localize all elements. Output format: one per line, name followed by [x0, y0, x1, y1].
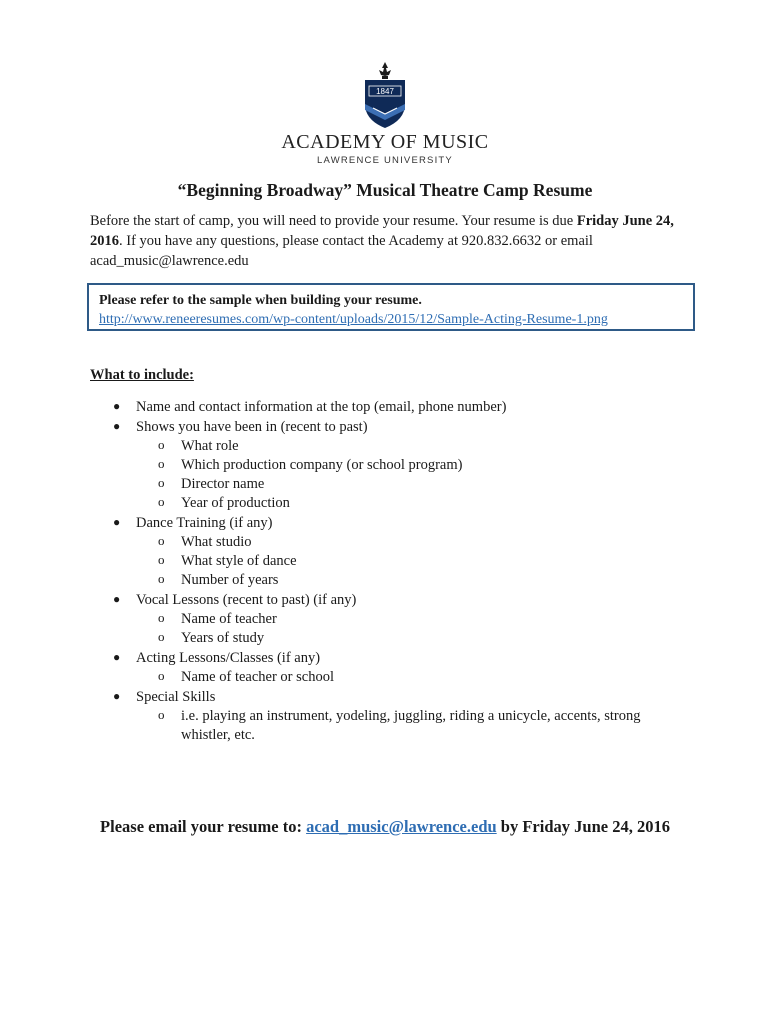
shield-crest-icon: [355, 60, 415, 130]
svg-text:1847: 1847: [376, 87, 394, 96]
sub-list-item: Number of years: [181, 572, 279, 588]
sub-bullet-icon: o: [158, 475, 165, 490]
bullet-icon: ●: [113, 515, 121, 529]
list-item: Shows you have been in (recent to past): [136, 419, 368, 435]
list-item: Dance Training (if any): [136, 515, 273, 531]
list-item: Special Skills: [136, 689, 216, 705]
academy-name: ACADEMY OF MUSIC: [281, 131, 489, 153]
sub-list-item: What style of dance: [181, 553, 297, 569]
academy-logo: [0, 60, 770, 166]
list-item: Vocal Lessons (recent to past) (if any): [136, 592, 357, 608]
list-item: Name and contact information at the top (email, phone number): [136, 399, 507, 415]
sub-list-item: What studio: [181, 534, 252, 550]
sub-list-item: i.e. playing an instrument, yodeling, juggling, riding a unicycle, accents, strong: [181, 708, 641, 724]
sub-bullet-icon: o: [158, 629, 165, 644]
page-title: “Beginning Broadway” Musical Theatre Camp Resume: [177, 180, 593, 200]
sub-list-item: Name of teacher: [181, 611, 277, 627]
sub-list-item: Which production company (or school program): [181, 457, 463, 473]
bullet-icon: ●: [113, 650, 121, 664]
list-item: Acting Lessons/Classes (if any): [136, 650, 321, 666]
intro-email: acad_music@lawrence.edu: [90, 253, 249, 269]
bullet-icon: ●: [113, 689, 121, 703]
sub-list-item: Years of study: [181, 630, 265, 646]
sample-callout-box: [87, 283, 695, 331]
sub-bullet-icon: o: [158, 668, 165, 683]
footer-email-link[interactable]: acad_music@lawrence.edu: [306, 817, 497, 836]
callout-title: Please refer to the sample when building your resume.: [99, 293, 422, 308]
sub-bullet-icon: o: [158, 610, 165, 625]
what-to-include-heading: What to include:: [90, 367, 194, 383]
intro-paragraph: [90, 211, 710, 271]
bullet-icon: ●: [113, 419, 121, 433]
sub-bullet-icon: o: [158, 533, 165, 548]
sub-list-item: Director name: [181, 476, 265, 492]
intro-contact-text: . If you have any questions, please contact the Academy at 920.832.6632 or email: [119, 233, 593, 249]
footer-instruction: [0, 817, 770, 837]
footer-prefix: Please email your resume to:: [100, 817, 307, 836]
sub-bullet-icon: o: [158, 707, 165, 722]
sub-list-item: What role: [181, 438, 239, 454]
footer-suffix: by Friday June 24, 2016: [496, 817, 670, 836]
sub-bullet-icon: o: [158, 552, 165, 567]
sub-bullet-icon: o: [158, 437, 165, 452]
bullet-icon: ●: [113, 592, 121, 606]
due-year-bold: 2016: [90, 233, 119, 249]
intro-text: Before the start of camp, you will need to provide your resume. Your resume is due: [90, 213, 577, 229]
sample-resume-link[interactable]: http://www.reneeresumes.com/wp-content/uploads/2015/12/Sample-Acting-Resume-1.png: [99, 312, 608, 327]
sub-list-item: whistler, etc.: [181, 727, 255, 743]
sub-bullet-icon: o: [158, 456, 165, 471]
university-name: LAWRENCE UNIVERSITY: [317, 155, 453, 166]
sub-list-item: Name of teacher or school: [181, 669, 334, 685]
sub-bullet-icon: o: [158, 571, 165, 586]
due-date-bold: Friday June 24,: [576, 213, 674, 229]
sub-bullet-icon: o: [158, 494, 165, 509]
bullet-icon: ●: [113, 399, 121, 413]
sub-list-item: Year of production: [181, 495, 290, 511]
